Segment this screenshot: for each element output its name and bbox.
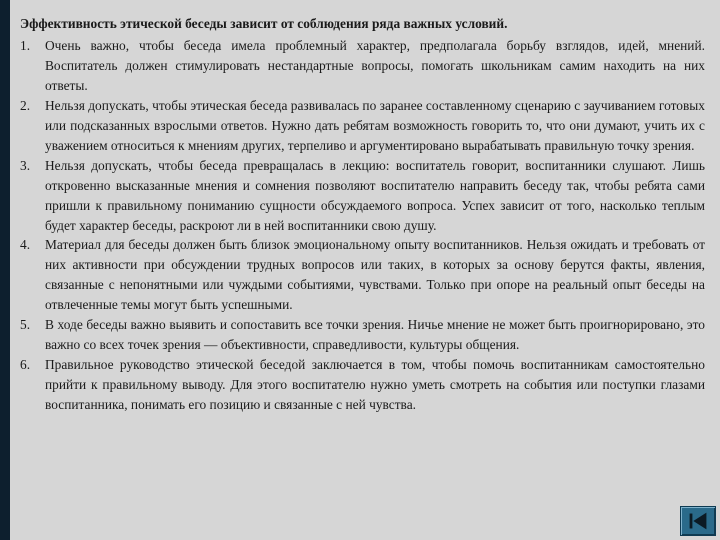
list-item-number: 1. bbox=[20, 37, 31, 53]
list-item bbox=[20, 235, 705, 315]
list-item-text: Нельзя допускать, чтобы этическая беседа развивалась по заранее составленному сценарию с заучиванием готовых или подсказанных взрослыми ответов. Нужно дать ребятам возможность говорить то, что они думают, учить их с уважением относиться к мнениям других, терпеливо и аргументировано вырабатывать правильную точку зрения. bbox=[45, 97, 705, 153]
list-item-text: Материал для беседы должен быть близок эмоциональному опыту воспитанников. Нельзя ожидать и требовать от них активности при обсуждении трудных вопросов или таких, в которых за основу берутся факты, явления, связанные с непонятными или чуждыми событиями, чувствами. Только при опоре на реальный опыт беседы на отвлеченные темы могут быть успешными. bbox=[45, 237, 705, 313]
list-item-text: В ходе беседы важно выявить и сопоставить все точки зрения. Ничье мнение не может быть проигнорировано, это важно со всех точек зрения — объективности, справедливости, культуры общения. bbox=[45, 317, 705, 353]
list-item-number: 4. bbox=[20, 237, 31, 253]
list-item bbox=[20, 156, 705, 236]
conditions-list bbox=[20, 36, 705, 415]
list-item bbox=[20, 36, 705, 96]
list-item-text: Правильное руководство этической беседой заключается в том, чтобы помочь воспитанникам самостоятельно прийти к правильному выводу. Для этого воспитателю нужно уметь смотреть на события или поступки глазами воспитанника, понимать его позицию и связанные с ней чувства. bbox=[45, 357, 705, 413]
skip-to-first-icon bbox=[681, 507, 715, 535]
first-slide-button[interactable] bbox=[680, 506, 716, 536]
slide-content bbox=[20, 14, 705, 415]
list-item-number: 6. bbox=[20, 357, 31, 373]
list-item-number: 5. bbox=[20, 317, 31, 333]
list-item bbox=[20, 355, 705, 415]
list-item bbox=[20, 315, 705, 355]
list-item-text: Очень важно, чтобы беседа имела проблемный характер, предполагала борьбу взглядов, идей, мнений. Воспитатель должен стимулировать нестандартные вопросы, помогать школьникам самим находить на них ответы. bbox=[45, 37, 705, 93]
slide-heading: Эффективность этической беседы зависит от соблюдения ряда важных условий. bbox=[20, 16, 508, 31]
list-item bbox=[20, 96, 705, 156]
list-item-number: 3. bbox=[20, 157, 31, 173]
list-item-text: Нельзя допускать, чтобы беседа превращалась в лекцию: воспитатель говорит, воспитанники слушают. Лишь откровенно высказанные мнения и сомнения позволяют воспитателю направить беседу так, чтобы ребята сами пришли к правильному пониманию сущности обсуждаемого вопроса. Успех зависит от того, насколько теплым будет характер беседы, раскроют ли в ней воспитанники свою душу. bbox=[45, 157, 705, 233]
list-item-number: 2. bbox=[20, 97, 31, 113]
